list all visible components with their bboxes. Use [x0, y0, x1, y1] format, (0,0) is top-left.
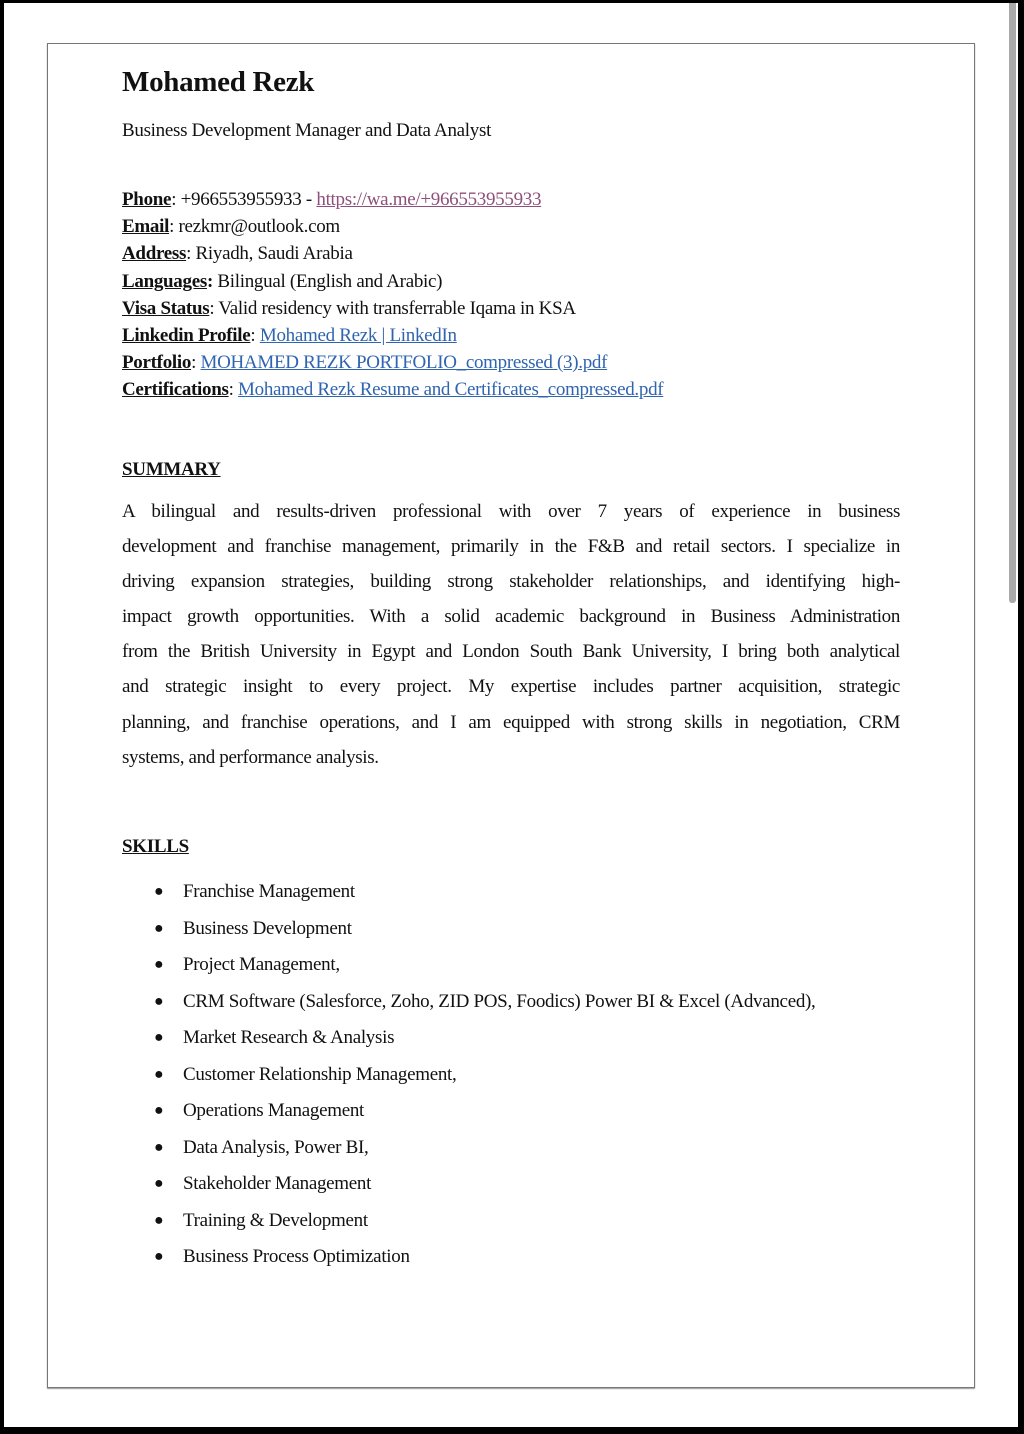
- contact-visa: Visa Status: Valid residency with transferrable Iqama in KSA: [122, 297, 576, 319]
- summary-line: planning, and franchise operations, and I am equipped with strong skills in negotiation, CRM: [122, 711, 900, 733]
- contact-certifications: Certifications: Mohamed Rezk Resume and Certificates_compressed.pdf: [122, 379, 664, 401]
- skills-list: [122, 874, 816, 1276]
- contact-address: Address: Riyadh, Saudi Arabia: [122, 243, 353, 265]
- contact-portfolio: Portfolio: MOHAMED REZK PORTFOLIO_compressed (3).pdf: [122, 352, 608, 374]
- job-title: Business Development Manager and Data Analyst: [122, 120, 492, 141]
- languages-value: Bilingual (English and Arabic): [217, 270, 443, 292]
- certifications-label: Certifications: [122, 379, 229, 401]
- skill-label: Stakeholder Management: [183, 1173, 372, 1194]
- vertical-scrollbar[interactable]: [1009, 3, 1016, 603]
- contact-languages: Languages: Bilingual (English and Arabic): [122, 270, 443, 292]
- skill-item: [122, 1020, 816, 1057]
- skill-item: [122, 1057, 816, 1094]
- bullet-icon: ●: [154, 1175, 164, 1192]
- summary-line: and strategic insight to every project. My expertise includes partner acquisition, strategic: [122, 676, 900, 698]
- skill-item: [122, 984, 816, 1021]
- bullet-icon: ●: [154, 883, 164, 900]
- portfolio-label: Portfolio: [122, 352, 192, 374]
- skills-heading: SKILLS: [122, 836, 189, 857]
- portfolio-link[interactable]: MOHAMED REZK PORTFOLIO_compressed (3).pdf: [200, 352, 608, 374]
- skill-item: [122, 1203, 816, 1240]
- skill-item: [122, 947, 816, 984]
- whatsapp-link[interactable]: https://wa.me/+966553955933: [316, 189, 542, 210]
- skill-label: Market Research & Analysis: [183, 1027, 395, 1048]
- linkedin-label: Linkedin Profile: [122, 324, 251, 346]
- summary-line: driving expansion strategies, building strong stakeholder relationships, and identifying high-: [122, 571, 900, 593]
- bullet-icon: ●: [154, 1065, 164, 1083]
- skill-item: [122, 1093, 816, 1130]
- skill-label: Franchise Management: [183, 881, 355, 902]
- certifications-link[interactable]: Mohamed Rezk Resume and Certificates_compressed.pdf: [238, 379, 664, 401]
- skill-label: Data Analysis, Power BI,: [183, 1136, 369, 1158]
- contact-email: Email: rezkmr@outlook.com: [122, 216, 340, 238]
- document-page: [47, 43, 975, 1388]
- contact-info: [122, 186, 663, 404]
- bullet-icon: ●: [154, 1248, 164, 1265]
- email-label: Email: [122, 216, 170, 238]
- summary-heading: SUMMARY: [122, 459, 221, 480]
- skill-label: Operations Management: [183, 1100, 365, 1121]
- contact-phone: Phone: +966553955933 - https://wa.me/+966553955933: [122, 189, 542, 210]
- bullet-icon: ●: [154, 1029, 164, 1046]
- skill-item: [122, 1166, 816, 1203]
- phone-value: +966553955933 -: [180, 189, 317, 210]
- bullet-icon: ●: [154, 919, 164, 937]
- skill-label: Business Process Optimization: [183, 1246, 410, 1267]
- summary-line: A bilingual and results-driven professional with over 7 years of experience in business: [122, 501, 900, 522]
- skill-item: [122, 1130, 816, 1167]
- summary-line: impact growth opportunities. With a solid academic background in Business Administration: [122, 606, 900, 628]
- summary-line: systems, and performance analysis.: [122, 746, 379, 768]
- skill-label: Customer Relationship Management,: [183, 1063, 457, 1085]
- skill-item: [122, 911, 816, 948]
- bullet-icon: ●: [154, 1211, 164, 1229]
- candidate-name: Mohamed Rezk: [122, 66, 315, 98]
- email-value: rezkmr@outlook.com: [178, 216, 340, 238]
- languages-label: Languages: [122, 270, 207, 292]
- skill-item: [122, 1239, 816, 1276]
- bullet-icon: ●: [154, 956, 164, 973]
- skill-label: Training & Development: [183, 1209, 368, 1231]
- skill-item: [122, 874, 816, 911]
- summary-line: development and franchise management, primarily in the F&B and retail sectors. I specialize in: [122, 536, 900, 558]
- visa-value: Valid residency with transferrable Iqama in KSA: [218, 297, 576, 319]
- linkedin-link[interactable]: Mohamed Rezk | LinkedIn: [259, 324, 457, 346]
- visa-label: Visa Status: [122, 297, 210, 319]
- bullet-icon: ●: [154, 1102, 164, 1119]
- skill-label: CRM Software (Salesforce, Zoho, ZID POS, Foodics) Power BI & Excel (Advanced),: [183, 990, 816, 1012]
- document-viewport: [4, 3, 1018, 1427]
- phone-label: Phone: [122, 189, 172, 210]
- address-label: Address: [122, 243, 187, 265]
- summary-line: from the British University in Egypt and London South Bank University, I bring both analytical: [122, 641, 900, 663]
- address-value: Riyadh, Saudi Arabia: [195, 243, 353, 265]
- bullet-icon: ●: [154, 1138, 164, 1156]
- skill-label: Project Management,: [183, 954, 340, 975]
- contact-linkedin: Linkedin Profile: Mohamed Rezk | LinkedIn: [122, 324, 457, 346]
- bullet-icon: ●: [154, 992, 164, 1010]
- skill-label: Business Development: [183, 917, 352, 939]
- summary-paragraph: [122, 494, 900, 775]
